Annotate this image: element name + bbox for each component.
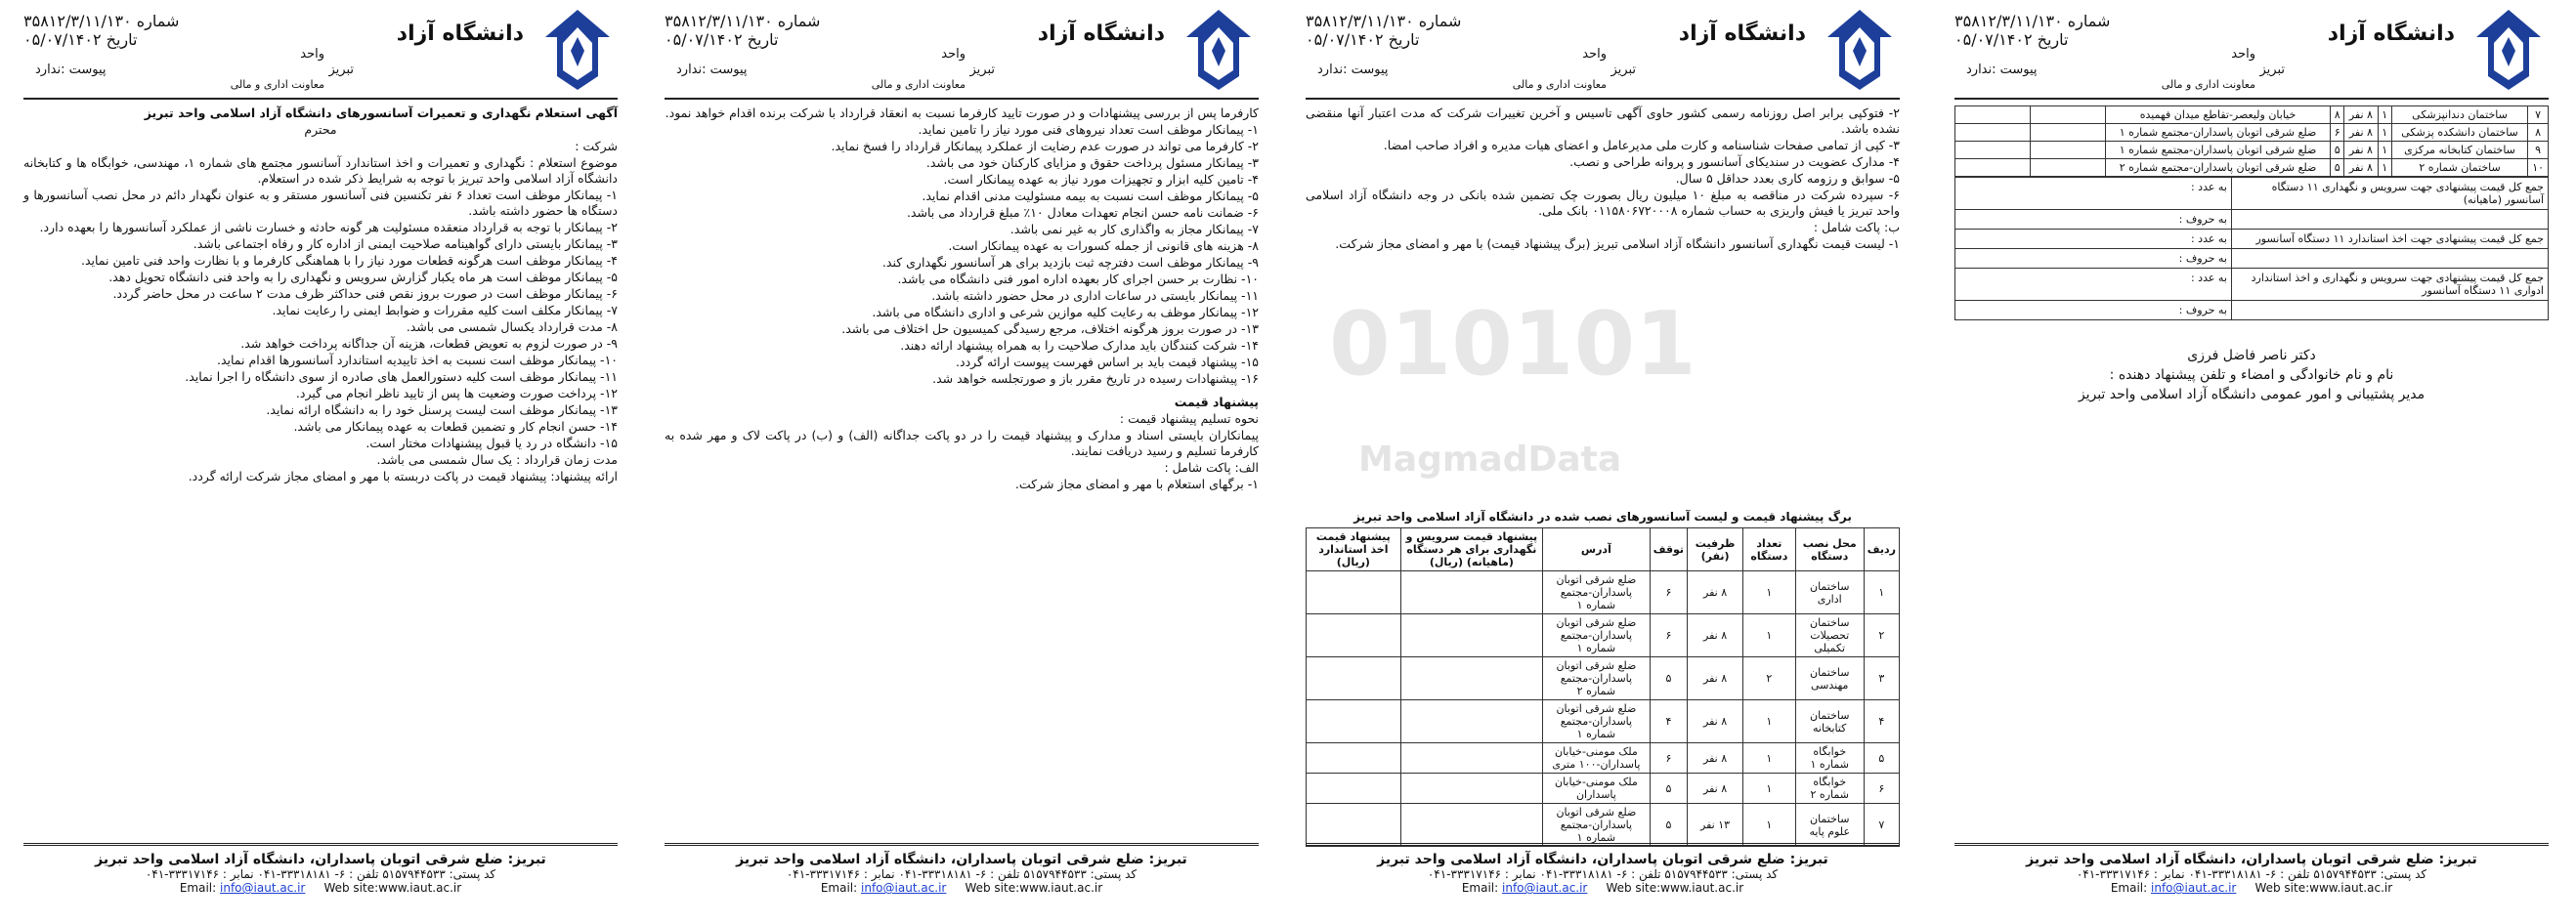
paragraph: ۵- پیمانکار موظف است هر ماه یکبار گزارش سرویس و نگهداری را به واحد فنی دانشگاه تحویل دهد. xyxy=(108,270,618,284)
signature-line: نام و نام خانوادگی و امضاء و تلفن پیشنهاد دهنده : xyxy=(2109,367,2394,383)
table-cell: ۲ xyxy=(1743,657,1796,700)
offer-line: الف: پاکت شامل : xyxy=(1164,460,1259,475)
price-input-cell[interactable] xyxy=(1307,700,1401,743)
price-table-wrap xyxy=(1306,508,1900,847)
unit-label: واحد xyxy=(1582,47,1607,62)
paragraph: ۸- هزینه های قانونی از جمله کسورات به عهده پیمانکار است. xyxy=(948,238,1259,253)
table-cell: ۵ xyxy=(1864,743,1899,774)
price-input-cell[interactable] xyxy=(1307,774,1401,804)
table-row xyxy=(1307,657,1900,700)
table-cell: ساختمان تحصیلات تکمیلی xyxy=(1795,614,1864,657)
column-header: آدرس xyxy=(1543,528,1651,571)
header-divider xyxy=(1306,98,1900,100)
table-row xyxy=(1307,743,1900,774)
table-cell: ۸ xyxy=(2528,124,2549,142)
table-cell: ۱ xyxy=(2378,159,2391,177)
table-cell: ۱۰ xyxy=(2528,159,2549,177)
unit-name: تبریز xyxy=(328,63,354,77)
email-link[interactable]: info@iaut.ac.ir xyxy=(861,881,947,895)
paragraph: ۱۵- دانشگاه در رد یا قبول پیشنهادات مختار است. xyxy=(365,436,618,450)
email-link[interactable]: info@iaut.ac.ir xyxy=(1502,881,1588,895)
table-row xyxy=(1955,142,2549,159)
table-cell: خوابگاه شماره ۱ xyxy=(1795,743,1864,774)
table-cell: ۵ xyxy=(1650,804,1687,847)
email-label: Email: xyxy=(1461,881,1499,895)
letter-header xyxy=(1954,8,2549,98)
table-cell: ۸ xyxy=(2331,106,2344,124)
totals-field[interactable]: به حروف : xyxy=(2178,213,2227,226)
university-logo-icon xyxy=(541,8,614,92)
unit-label: واحد xyxy=(941,47,966,62)
paragraph: ۲- کارفرما می تواند در صورت عدم رضایت از عملکرد پیمانکار قرارداد را فسخ نماید. xyxy=(831,139,1259,153)
paragraph: ۶- پیمانکار موظف است در صورت بروز نقص فنی حداکثر ظرف مدت ۲ ساعت در محل حاضر گردد. xyxy=(112,286,618,301)
department-subtitle: معاونت اداری و مالی xyxy=(1512,78,1607,91)
table-row xyxy=(1307,571,1900,614)
website-text: Web site:www.iaut.ac.ir xyxy=(1606,881,1744,895)
table-cell: ۸ نفر xyxy=(2344,106,2378,124)
price-input-cell[interactable] xyxy=(1307,571,1401,614)
paragraph: ۷- پیمانکار مکلف است کلیه مقررات و ضوابط ایمنی را رعایت نماید. xyxy=(272,303,618,317)
table-cell: ۸ نفر xyxy=(1688,614,1743,657)
footer-phone: کد پستی: ۵۱۵۷۹۴۴۵۳۳ تلفن : ۶- ۳۳۳۱۸۱۸۱-۰۴۱ نمابر : ۳۳۳۱۷۱۴۶-۰۴۱ xyxy=(2076,867,2427,881)
paragraph: ۴- تامین کلیه ابزار و تجهیزات مورد نیاز به عهده پیمانکار است. xyxy=(943,172,1259,187)
totals-label xyxy=(2231,210,2548,229)
price-input-cell[interactable] xyxy=(1400,743,1542,774)
number-label: شماره xyxy=(777,12,821,30)
table-cell: ۵ xyxy=(1650,657,1687,700)
document-page-1 xyxy=(8,0,633,924)
table-cell: ۶ xyxy=(1650,614,1687,657)
date-label: تاریخ xyxy=(106,30,138,49)
table-cell: ۹ xyxy=(2528,142,2549,159)
footer-contact xyxy=(1306,881,1900,895)
table-cell: ساختمان کتابخانه مرکزی xyxy=(2391,142,2527,159)
footer-address: تبریز: ضلع شرقی اتوبان پاسداران، دانشگاه آزاد اسلامی واحد تبریز xyxy=(1377,852,1828,867)
table-cell: ۳ xyxy=(1864,657,1899,700)
paragraph: ۱۱- پیمانکار موظف است کلیه دستورالعمل های صادره از سوی دانشگاه را اجرا نماید. xyxy=(185,369,618,384)
totals-field[interactable]: به حروف : xyxy=(2178,304,2227,316)
totals-label xyxy=(2231,249,2548,268)
table-title: برگ پیشنهاد قیمت و لیست آسانسورهای نصب شده در دانشگاه آزاد اسلامی واحد تبریز xyxy=(1353,510,1852,524)
table-cell: ۱۳ نفر xyxy=(1688,804,1743,847)
letter-header xyxy=(1306,8,1900,98)
totals-row xyxy=(1955,210,2548,230)
page-body xyxy=(23,105,618,484)
table-cell: ۸ نفر xyxy=(2344,159,2378,177)
paragraph: ۳- پیمانکار مسئول پرداخت حقوق و مزایای کارکنان خود می باشد. xyxy=(925,155,1259,170)
price-input-cell[interactable] xyxy=(1955,159,2031,177)
letter-header xyxy=(23,8,618,98)
letter-number-date xyxy=(23,12,179,49)
university-name: دانشگاه آزاد xyxy=(1678,21,1806,46)
paragraph: مدت زمان قرارداد : یک سال شمسی می باشد. xyxy=(376,452,618,467)
email-link[interactable]: info@iaut.ac.ir xyxy=(2151,881,2237,895)
table-cell: ۱ xyxy=(1743,571,1796,614)
letter-number: ۳۵۸۱۲/۳/۱۱/۱۳۰ xyxy=(665,12,773,30)
totals-row xyxy=(1955,178,2548,210)
table-cell: ۸ نفر xyxy=(1688,571,1743,614)
totals-box xyxy=(1954,177,2549,320)
paragraph: ۱- پیمانکار موظف است تعداد ۶ نفر تکنسین فنی آسانسور مستقر و به عنوان نگهدار دائم در محل نصب آسانسورها و دستگاه ها حضور داشته باشد. xyxy=(23,188,618,218)
footer-contact xyxy=(23,881,618,895)
offer-line: ۱- برگهای استعلام با مهر و امضای مجاز شرکت. xyxy=(1014,477,1259,491)
table-cell: ساختمان علوم پایه xyxy=(1795,804,1864,847)
footer-address: تبریز: ضلع شرقی اتوبان پاسداران، دانشگاه آزاد اسلامی واحد تبریز xyxy=(736,852,1187,867)
footer-address: تبریز: ضلع شرقی اتوبان پاسداران، دانشگاه آزاد اسلامی واحد تبریز xyxy=(2026,852,2477,867)
letter-header xyxy=(665,8,1259,98)
signer-name: دکتر ناصر فاضل فرزی xyxy=(2187,348,2316,363)
table-cell: ۱ xyxy=(1743,804,1796,847)
totals-label: جمع کل قیمت پیشنهادی جهت اخذ استاندارد ۱۱ دستگاه آسانسور xyxy=(2231,230,2548,248)
table-cell: ۱ xyxy=(1743,743,1796,774)
email-link[interactable]: info@iaut.ac.ir xyxy=(220,881,306,895)
page-body xyxy=(1306,105,1900,252)
price-input-cell[interactable] xyxy=(1400,571,1542,614)
table-cell: ۱ xyxy=(1743,614,1796,657)
unit-name: تبریز xyxy=(1610,63,1636,77)
table-cell: ضلع شرقی اتوبان پاسداران-مجتمع شماره ۲ xyxy=(2106,159,2331,177)
date-label: تاریخ xyxy=(747,30,779,49)
offer-line: پیمانکاران بایستی اسناد و مدارک و پیشنهاد قیمت را در دو پاکت جداگانه (الف) و (ب) در پاکت لاک و مهر شده به کارفرما تسلیم و رسید دریافت نمایند. xyxy=(665,428,1259,458)
table-cell: ضلع شرقی اتوبان پاسداران-مجتمع شماره ۲ xyxy=(1543,657,1651,700)
unit-label: واحد xyxy=(300,47,324,62)
price-input-cell[interactable] xyxy=(2031,159,2106,177)
unit-label: واحد xyxy=(2231,47,2255,62)
price-input-cell[interactable] xyxy=(2031,106,2106,124)
table-row xyxy=(1955,124,2549,142)
table-cell: ضلع شرقی اتوبان پاسداران-مجتمع شماره ۱ xyxy=(2106,142,2331,159)
price-input-cell[interactable] xyxy=(1400,700,1542,743)
header-divider xyxy=(23,98,618,100)
totals-field[interactable]: به حروف : xyxy=(2178,252,2227,265)
letter-footer xyxy=(665,843,1259,895)
university-name: دانشگاه آزاد xyxy=(1037,21,1165,46)
letter-date: ۰۵/۰۷/۱۴۰۲ xyxy=(1306,30,1384,49)
price-input-cell[interactable] xyxy=(1307,614,1401,657)
table-row xyxy=(1955,159,2549,177)
paragraph: ۹- پیمانکار موظف است دفترچه ثبت بازدید برای هر آسانسور نگهداری کند. xyxy=(881,255,1259,270)
table-cell: ۴ xyxy=(1864,700,1899,743)
paragraph: کارفرما پس از بررسی پیشنهادات و در صورت تایید کارفرما نسبت به انعقاد قرارداد با شرکت برنده اقدام خواهد نمود. xyxy=(665,105,1259,120)
paragraph: ۱۵- پیشنهاد قیمت باید بر اساس فهرست پیوست ارائه گردد. xyxy=(956,355,1259,369)
table-cell: ۸ نفر xyxy=(1688,774,1743,804)
university-logo-icon xyxy=(1182,8,1255,92)
paragraph: ۱- پیمانکار موظف است تعداد نیروهای فنی مورد نیاز را تامین نماید. xyxy=(918,122,1259,137)
table-header-row xyxy=(1307,528,1900,571)
table-cell: ملک مومنی-خیابان پاسداران xyxy=(1543,774,1651,804)
paragraph: ۱۳- در صورت بروز هرگونه اختلاف، مرجع رسیدگی کمیسیون حل اختلاف می باشد. xyxy=(841,321,1259,336)
table-row xyxy=(1307,614,1900,657)
paragraph: ۲- فتوکپی برابر اصل روزنامه رسمی کشور حاوی آگهی تاسیس و آخرین تغییرات شرکت که مدت اعتبار آنها منقضی نشده باشد. xyxy=(1306,105,1900,136)
number-label: شماره xyxy=(136,12,180,30)
price-input-cell[interactable] xyxy=(1955,142,2031,159)
attachment-label: پیوست :ندارد xyxy=(676,63,748,77)
totals-field[interactable]: به عدد : xyxy=(2190,272,2227,284)
totals-label: جمع کل قیمت پیشنهادی جهت سرویس و نگهداری و اخذ استاندارد ادواری ۱۱ دستگاه آسانسور xyxy=(2231,269,2548,300)
paragraph: ۳- پیمانکار بایستی دارای گواهینامه صلاحیت ایمنی از اداره کار و رفاه اجتماعی باشد. xyxy=(193,236,618,251)
paragraph: ارائه پیشنهاد: پیشنهاد قیمت در پاکت دربسته با مهر و امضای مجاز شرکت ارائه گردد. xyxy=(188,469,618,483)
date-label: تاریخ xyxy=(2037,30,2069,49)
price-input-cell[interactable] xyxy=(1307,657,1401,700)
number-label: شماره xyxy=(2067,12,2111,30)
table-cell: ۶ xyxy=(1650,571,1687,614)
website-text: Web site:www.iaut.ac.ir xyxy=(2254,881,2393,895)
paragraph: ۱۱- پیمانکار بایستی در ساعات اداری در محل حضور داشته باشد. xyxy=(931,288,1259,303)
totals-row xyxy=(1955,301,2548,319)
footer-contact xyxy=(1954,881,2549,895)
footer-phone: کد پستی: ۵۱۵۷۹۴۴۵۳۳ تلفن : ۶- ۳۳۳۱۸۱۸۱-۰۴۱ نمابر : ۳۳۳۱۷۱۴۶-۰۴۱ xyxy=(145,867,496,881)
table-cell: ساختمان دندانپزشکی xyxy=(2391,106,2527,124)
website-text: Web site:www.iaut.ac.ir xyxy=(323,881,462,895)
intro-title: آگهی استعلام نگهداری و تعمیرات آسانسورهای دانشگاه آزاد اسلامی واحد تبریز xyxy=(144,105,618,120)
paragraph: ۴- مدارک عضویت در سندیکای آسانسور و پروانه طراحی و نصب. xyxy=(1569,154,1900,169)
table-cell: ۵ xyxy=(1650,774,1687,804)
table-cell: ۱ xyxy=(1743,774,1796,804)
price-input-cell[interactable] xyxy=(1955,124,2031,142)
table-cell: ضلع شرقی اتوبان پاسداران-مجتمع شماره ۱ xyxy=(1543,614,1651,657)
offer-line: نحوه تسلیم پیشنهاد قیمت : xyxy=(1119,411,1259,426)
totals-label: جمع کل قیمت پیشنهادی جهت سرویس و نگهداری ۱۱ دستگاه آسانسور (ماهیانه) xyxy=(2231,178,2548,209)
column-header: محل نصب دستگاه xyxy=(1795,528,1864,571)
paragraph: موضوع استعلام : نگهداری و تعمیرات و اخذ استاندارد آسانسور مجتمع های شماره ۱، مهندسی، خوابگاه ها و کتابخانه دانشگاه آزاد اسلامی واحد تبریز با توجه به شرایط ذکر شده در استعلام. xyxy=(23,155,618,186)
paragraph: ۱۰- نظارت بر حسن اجرای کار بعهده اداره امور فنی دانشگاه می باشد. xyxy=(897,272,1259,286)
department-subtitle: معاونت اداری و مالی xyxy=(230,78,324,91)
table-cell: ضلع شرقی اتوبان پاسداران-مجتمع شماره ۱ xyxy=(1543,700,1651,743)
paragraph: ۶- سپرده شرکت در مناقصه به مبلغ ۱۰ میلیون ریال بصورت چک تضمین شده بانکی در وجه دانشگاه آزاد اسلامی واحد تبریز یا فیش واریزی به حساب شماره ۰۱۱۵۸۰۶۷۲۰۰۰۸ بانک ملی. xyxy=(1306,188,1900,218)
footer-contact xyxy=(665,881,1259,895)
university-logo-icon xyxy=(1824,8,1896,92)
email-label: Email: xyxy=(820,881,858,895)
letter-number: ۳۵۸۱۲/۳/۱۱/۱۳۰ xyxy=(23,12,132,30)
date-label: تاریخ xyxy=(1388,30,1420,49)
paragraph: ۱- لیست قیمت نگهداری آسانسور دانشگاه آزاد اسلامی تبریز (برگ پیشنهاد قیمت) با مهر و امضای مجاز شرکت. xyxy=(1335,236,1900,251)
paragraph: ب: پاکت شامل : xyxy=(1813,220,1900,234)
table-cell: ساختمان مهندسی xyxy=(1795,657,1864,700)
signer-title: مدیر پشتیبانی و امور عمومی دانشگاه آزاد اسلامی واحد تبریز xyxy=(2078,387,2426,402)
price-input-cell[interactable] xyxy=(1400,774,1542,804)
university-logo-icon xyxy=(2472,8,2545,92)
department-subtitle: معاونت اداری و مالی xyxy=(871,78,966,91)
letter-date: ۰۵/۰۷/۱۴۰۲ xyxy=(23,30,102,49)
totals-field[interactable]: به عدد : xyxy=(2190,181,2227,193)
table-cell: ۸ نفر xyxy=(2344,142,2378,159)
price-input-cell[interactable] xyxy=(1955,106,2031,124)
department-subtitle: معاونت اداری و مالی xyxy=(2161,78,2255,91)
price-input-cell[interactable] xyxy=(2031,124,2106,142)
table-row xyxy=(1307,804,1900,847)
table-cell: ۵ xyxy=(2331,159,2344,177)
table-cell: ضلع شرقی اتوبان پاسداران-مجتمع شماره ۱ xyxy=(1543,804,1651,847)
table-cell: ساختمان کتابخانه xyxy=(1795,700,1864,743)
unit-name: تبریز xyxy=(969,63,995,77)
column-header: پیشنهاد قیمت اخذ استاندارد (ریال) xyxy=(1307,528,1401,571)
paragraph: ۱۲- پرداخت صورت وضعیت ها پس از تایید ناظر انجام می گیرد. xyxy=(295,386,618,400)
table-cell: ملک مومنی-خیابان پاسداران-۱۰۰ متری xyxy=(1543,743,1651,774)
price-input-cell[interactable] xyxy=(1400,804,1542,847)
letter-number-date xyxy=(1954,12,2110,49)
table-cell: ۵ xyxy=(2331,142,2344,159)
table-cell: ساختمان شماره ۲ xyxy=(2391,159,2527,177)
university-name: دانشگاه آزاد xyxy=(2327,21,2455,46)
letter-footer xyxy=(1954,843,2549,895)
column-header: توقف xyxy=(1650,528,1687,571)
watermark-text: MagmadData xyxy=(1358,440,1622,480)
table-cell: ۸ نفر xyxy=(1688,700,1743,743)
email-label: Email: xyxy=(2110,881,2148,895)
letter-date: ۰۵/۰۷/۱۴۰۲ xyxy=(1954,30,2033,49)
table-cell: ۸ نفر xyxy=(2344,124,2378,142)
website-text: Web site:www.iaut.ac.ir xyxy=(965,881,1103,895)
email-label: Email: xyxy=(179,881,217,895)
paragraph: ۱۴- شرکت کنندگان باید مدارک صلاحیت را به همراه پیشنهاد ارائه دهند. xyxy=(900,338,1259,353)
table-cell: ۷ xyxy=(2528,106,2549,124)
totals-label xyxy=(2231,301,2548,319)
column-header: ردیف xyxy=(1864,528,1899,571)
letter-footer xyxy=(1306,843,1900,895)
totals-row xyxy=(1955,249,2548,269)
paragraph: ۵- پیمانکار موظف است نسبت به بیمه مسئولیت مدنی اقدام نماید. xyxy=(922,189,1259,203)
paragraph: ۸- مدت قرارداد یکسال شمسی می باشد. xyxy=(406,319,618,334)
table-row xyxy=(1307,774,1900,804)
price-input-cell[interactable] xyxy=(1307,804,1401,847)
table-cell: ۸ نفر xyxy=(1688,657,1743,700)
footer-address: تبریز: ضلع شرقی اتوبان پاسداران، دانشگاه آزاد اسلامی واحد تبریز xyxy=(95,852,546,867)
university-name: دانشگاه آزاد xyxy=(396,21,524,46)
table-cell: خیابان ولیعصر-تقاطع میدان فهمیده xyxy=(2106,106,2331,124)
footer-phone: کد پستی: ۵۱۵۷۹۴۴۵۳۳ تلفن : ۶- ۳۳۳۱۸۱۸۱-۰۴۱ نمابر : ۳۳۳۱۷۱۴۶-۰۴۱ xyxy=(1427,867,1779,881)
totals-row xyxy=(1955,269,2548,301)
table-cell: ساختمان دانشکده پزشکی xyxy=(2391,124,2527,142)
signature-block xyxy=(1954,346,2549,404)
table-cell: ۸ نفر xyxy=(1688,743,1743,774)
document-page-3 xyxy=(1290,0,1915,924)
letter-number: ۳۵۸۱۲/۳/۱۱/۱۳۰ xyxy=(1306,12,1414,30)
column-header: ظرفیت (نفر) xyxy=(1688,528,1743,571)
paragraph: ۱۳- پیمانکار موظف است لیست پرسنل خود را به دانشگاه ارائه نماید. xyxy=(266,402,618,417)
table-cell: ۱ xyxy=(2378,124,2391,142)
letter-number-date xyxy=(665,12,820,49)
table-cell: ۶ xyxy=(1650,743,1687,774)
offer-title: پیشنهاد قیمت xyxy=(1174,395,1259,409)
attachment-label: پیوست :ندارد xyxy=(1966,63,2038,77)
table-row xyxy=(1955,106,2549,124)
table-cell: ساختمان اداری xyxy=(1795,571,1864,614)
paragraph: ۶- ضمانت نامه حسن انجام تعهدات معادل ۱۰٪ مبلغ قرارداد می باشد. xyxy=(906,205,1259,220)
paragraph: ۱۰- پیمانکار موظف است نسبت به اخذ تاییدیه استاندارد آسانسورها اقدام نماید. xyxy=(216,353,618,367)
header-divider xyxy=(1954,98,2549,100)
table-cell: ۱ xyxy=(1864,571,1899,614)
table-row xyxy=(1307,700,1900,743)
greeting: محترم xyxy=(304,122,337,137)
document-page-2 xyxy=(649,0,1274,924)
number-label: شماره xyxy=(1418,12,1462,30)
table-cell: ۶ xyxy=(1864,774,1899,804)
letter-date: ۰۵/۰۷/۱۴۰۲ xyxy=(665,30,743,49)
paragraph: ۱۴- حسن انجام کار و تضمین قطعات به عهده پیمانکار می باشد. xyxy=(293,419,618,434)
letter-number: ۳۵۸۱۲/۳/۱۱/۱۳۰ xyxy=(1954,12,2063,30)
table-cell: ۱ xyxy=(2378,106,2391,124)
price-input-cell[interactable] xyxy=(1307,743,1401,774)
table-cell: ۱ xyxy=(1743,700,1796,743)
price-table xyxy=(1306,527,1900,847)
price-input-cell[interactable] xyxy=(1400,614,1542,657)
table-cell: ۶ xyxy=(2331,124,2344,142)
paragraph: ۱۶- پیشنهادات رسیده در تاریخ مقرر باز و صورتجلسه خواهد شد. xyxy=(932,371,1259,386)
unit-name: تبریز xyxy=(2259,63,2285,77)
paragraph: ۲- پیمانکار با توجه به قرارداد منعقده مسئولیت هر گونه حادثه و خسارت ناشی از عملکرد آسانسورها را بعهده دارد. xyxy=(39,220,618,234)
paragraph: ۱۲- پیمانکار موظف به رعایت کلیه موازین شرعی و اداری دانشگاه می باشد. xyxy=(872,305,1259,319)
price-input-cell[interactable] xyxy=(2031,142,2106,159)
table-cell: ضلع شرقی اتوبان پاسداران-مجتمع شماره ۱ xyxy=(1543,571,1651,614)
header-divider xyxy=(665,98,1259,100)
price-input-cell[interactable] xyxy=(1400,657,1542,700)
table-cell: ۷ xyxy=(1864,804,1899,847)
totals-field[interactable]: به عدد : xyxy=(2190,232,2227,245)
paragraph: ۴- پیمانکار موظف است هرگونه قطعات مورد نیاز را با هماهنگی کارفرما و با نظارت واحد فنی تامین نماید. xyxy=(80,253,618,268)
totals-row xyxy=(1955,230,2548,249)
table-cell: ۱ xyxy=(2378,142,2391,159)
paragraph: ۵- سوابق و رزومه کاری بعدد حداقل ۵ سال. xyxy=(1675,171,1900,186)
letter-footer xyxy=(23,843,618,895)
paragraph: ۷- پیمانکار مجاز به واگذاری کار به غیر نمی باشد. xyxy=(1009,222,1259,236)
letter-number-date xyxy=(1306,12,1461,49)
paragraph: ۹- در صورت لزوم به تعویض قطعات، هزینه آن جداگانه پرداخت خواهد شد. xyxy=(240,336,618,351)
document-page-4 xyxy=(1939,0,2564,924)
column-header: تعداد دستگاه xyxy=(1743,528,1796,571)
price-table-continued xyxy=(1954,105,2549,177)
column-header: پیشنهاد قیمت سرویس و نگهداری برای هر دستگاه (ماهیانه) (ریال) xyxy=(1400,528,1542,571)
company-label: شرکت : xyxy=(575,139,618,153)
table-cell: ۴ xyxy=(1650,700,1687,743)
watermark-digits: 010101 xyxy=(1329,293,1696,396)
attachment-label: پیوست :ندارد xyxy=(35,63,107,77)
footer-phone: کد پستی: ۵۱۵۷۹۴۴۵۳۳ تلفن : ۶- ۳۳۳۱۸۱۸۱-۰۴۱ نمابر : ۳۳۳۱۷۱۴۶-۰۴۱ xyxy=(786,867,1138,881)
table-cell: ۲ xyxy=(1864,614,1899,657)
table-cell: ضلع شرقی اتوبان پاسداران-مجتمع شماره ۱ xyxy=(2106,124,2331,142)
attachment-label: پیوست :ندارد xyxy=(1317,63,1389,77)
paragraph: ۳- کپی از تمامی صفحات شناسنامه و کارت ملی مدیرعامل و اعضای هیات مدیره و افراد صاحب امضا. xyxy=(1383,138,1900,152)
table-cell: خوابگاه شماره ۲ xyxy=(1795,774,1864,804)
page-body xyxy=(665,105,1259,492)
